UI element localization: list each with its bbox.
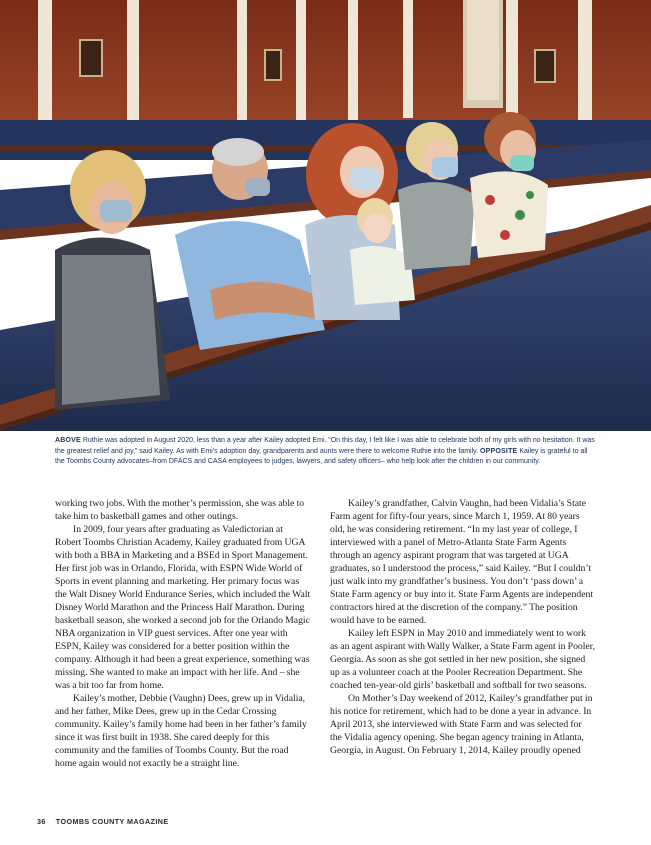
caption-above-text: Ruthie was adopted in August 2020, less than a year after Kailey adopted Emi. “On this day, I felt like I was able to celebrate both of my girls with no hesitation. It was the greatest relief and joy,” said Kailey. As with Emi’s adoption day, grandparents and aunts were there to welcome Ruthie into the family.: [55, 437, 595, 455]
photo-caption: [55, 436, 597, 468]
caption-opposite-text: Kailey is grateful to all the Toombs County advocates–from DFACS and CASA employees to judges, lawyers, and safety officers– who help look after the children in our community.: [55, 447, 588, 466]
caption-above-label: ABOVE: [55, 437, 81, 444]
paragraph: Kailey left ESPN in May 2010 and immediately went to work as an agent aspirant with Wally Walker, a State Farm agent in Pooler, Georgia. As soon as she got settled in her new position, she signed up as a volunteer coach at the Pooler Recreation Department. She coached ten-year-old girls’ basketball and softball for two seasons.: [330, 628, 596, 692]
page-number: 36: [37, 817, 46, 826]
paragraph: On Mother’s Day weekend of 2012, Kailey’s grandfather put in his notice for retirement, which had to be done a year in advance. In April 2013, she interviewed with State Farm and was selected for the Vidalia agency opening. She began agency training in Atlanta, Georgia, in August. On February 1, 2014, Kailey proudly opened: [330, 693, 593, 757]
paragraph: Kailey’s grandfather, Calvin Vaughn, had been Vidalia’s State Farm agent for fifty-four years, since March 1, 1959. At 80 years old, he was considering retirement. “In my last year of college, I interviewed with a panel of Metro-Atlanta State Farm Agents through an agency aspirant program that was targeted at UGA graduates, so I understood the process,” said Kailey. “But I couldn’t just walk into my grandfather’s business. You don’t ‘pass down’ a State Farm agency or buy into it. State Farm Agents are independent contractors hired at the discretion of the company.” The position would have to be earned.: [330, 498, 594, 627]
article-column-left: [55, 497, 311, 770]
publication-name: TOOMBS COUNTY MAGAZINE: [55, 817, 169, 826]
paragraph: In 2009, four years after graduating as Valedictorian at Robert Toombs Christian Academy, Kailey graduated from UGA with both a BBA in Marketing and a BSEd in Sport Management. Her first job was in Orlando, Florida, with ESPN Wide World of Sports in event planning and marketing. Her primary focus was the Walt Disney World Endurance Series, which included the Walt Disney World Marathon and the Princess Half Marathon. During basketball season, she worked a second job for the Orlando Magic NBA organization in VIP guest services. After one year with ESPN, Kailey was considered for a better position within the company. Although it had been a great experience, something was missing. She wanted to make an impact with her life. And – she was a bit too far from home.: [55, 524, 311, 692]
article-column-right: [330, 497, 595, 757]
caption-opposite-label: OPPOSITE: [480, 447, 518, 455]
paragraph: Kailey’s mother, Debbie (Vaughn) Dees, grew up in Vidalia, and her father, Mike Dees, grew up in the Cedar Crossing community. Kailey’s family home had been in her father’s family since it was first built in 1938. She cared deeply for this community and the families of Toombs County. But the road home again would not exactly be a straight line.: [55, 693, 307, 770]
paragraph: working two jobs. With the mother’s permission, she was able to take him to basketball games and other outings.: [55, 498, 305, 523]
page-footer: [37, 817, 169, 826]
